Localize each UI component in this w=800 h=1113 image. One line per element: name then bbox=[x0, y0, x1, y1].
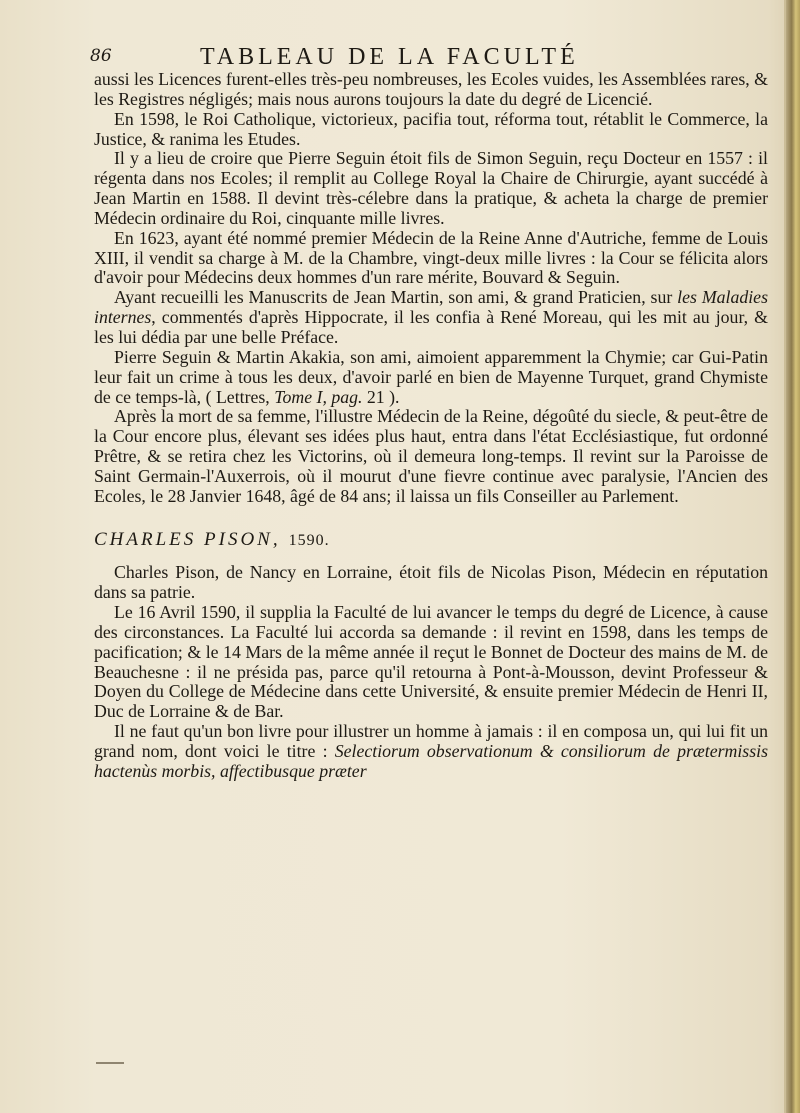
paragraph-3: Il y a lieu de croire que Pierre Seguin étoit fils de Simon Seguin, reçu Docteur en 1557 : il régenta dans nos Ecoles; il remplit au College Royal la Chaire de Chirurgie, ayant succédé à Jean Martin en 1588. Il devint très-célebre dans la pratique, & acheta la charge de premier Médecin ordinaire du Roi, cinquante mille livres. bbox=[94, 148, 768, 228]
paragraph-10-text: Il ne faut qu'un bon livre pour illustrer un homme à jamais : il en composa un, qui lui fit un grand nom, dont voici le titre : bbox=[94, 721, 768, 761]
paragraph-10 bbox=[94, 722, 768, 782]
paragraph-5-text-b: , commentés d'après Hippocrate, il les confia à René Moreau, qui les mit au jour, & les lui dédia par une belle Préface. bbox=[94, 307, 768, 347]
page-number: 86 bbox=[90, 46, 112, 66]
paragraph-6 bbox=[94, 348, 768, 408]
section-heading-year: 1590. bbox=[288, 531, 330, 549]
paragraph-6-text-b: 21 ). bbox=[362, 386, 400, 407]
paragraph-5-italic: les Maladies internes bbox=[94, 287, 768, 328]
paragraph-1: aussi les Licences furent-elles très-peu nombreuses, les Ecoles vuides, les Assemblées rares, & les Registres négligés; mais nous aurons toujours la date du degré de Licencié. bbox=[94, 69, 769, 109]
paragraph-7: Après la mort de sa femme, l'illustre Médecin de la Reine, dégoûté du siecle, & peut-être de la Cour encore plus, élevant ses idées plus haut, entra dans l'état Ecclésiastique, fut ordonné Prêtre, & se retira chez les Victorins, où il demeura long-temps. Il revint sur la Paroisse de Saint Germain-l'Auxerrois, où il mourut d'une fievre continue avec paralysie, l'Ancien des Ecoles, le 28 Janvier 1648, âgé de 84 ans; il laissa un fils Conseiller au Parlement. bbox=[94, 406, 768, 506]
section-heading bbox=[94, 530, 768, 551]
paragraph-5 bbox=[94, 288, 768, 348]
paragraph-5-text-a: Ayant recueilli les Manuscrits de Jean Martin, son ami, & grand Praticien, sur bbox=[114, 287, 678, 308]
page-header bbox=[90, 44, 770, 72]
running-head: TABLEAU DE LA FACULTÉ bbox=[200, 44, 579, 70]
paragraph-4: En 1623, ayant été nommé premier Médecin de la Reine Anne d'Autriche, femme de Louis XIII, il vendit sa charge à M. de la Chambre, vingt-deux mille livres : la Cour se félicita alors d'avoir pour Médecins deux hommes d'un rare mérite, Bouvard & Seguin. bbox=[94, 227, 768, 288]
gilt-page-edge bbox=[786, 0, 800, 1113]
paragraph-10-italic-title: Selectiorum observationum & consiliorum de prætermissis hactenùs morbis, affectibusque præter bbox=[94, 741, 769, 781]
paragraph-9: Le 16 Avril 1590, il supplia la Faculté de lui avancer le temps du degré de Licence, à cause des circonstances. La Faculté lui accorda sa demande : il revint en 1598, dans les temps de pacification; & le 14 Mars de la même année il reçut le Bonnet de Docteur des mains de M. de Beauchesne : il ne présida pas, parce qu'il retourna à Pont-à-Mousson, devint Professeur & Doyen du College de Médecine dans cette Université, & ensuite premier Médecin de Henri II, Duc de Lorraine & de Bar. bbox=[94, 602, 768, 722]
paragraph-8: Charles Pison, de Nancy en Lorraine, étoit fils de Nicolas Pison, Médecin en réputation dans sa patrie. bbox=[94, 562, 768, 603]
paragraph-2: En 1598, le Roi Catholique, victorieux, pacifia tout, réforma tout, rétablit le Commerce, la Justice, & ranima les Etudes. bbox=[94, 108, 768, 149]
section-heading-name: CHARLES PISON, bbox=[94, 528, 281, 550]
catchword-mark bbox=[96, 1062, 124, 1064]
body-text bbox=[94, 70, 768, 782]
paragraph-6-text-a: Pierre Seguin & Martin Akakia, son ami, aimoient apparemment la Chymie; car Gui-Patin leur fait un crime à tous les deux, d'avoir parlé en bien de Mayenne Turquet, grand Chymiste de ce temps-là, ( Lettres, bbox=[94, 346, 768, 407]
paragraph-6-italic: Tome I, pag. bbox=[274, 386, 363, 407]
